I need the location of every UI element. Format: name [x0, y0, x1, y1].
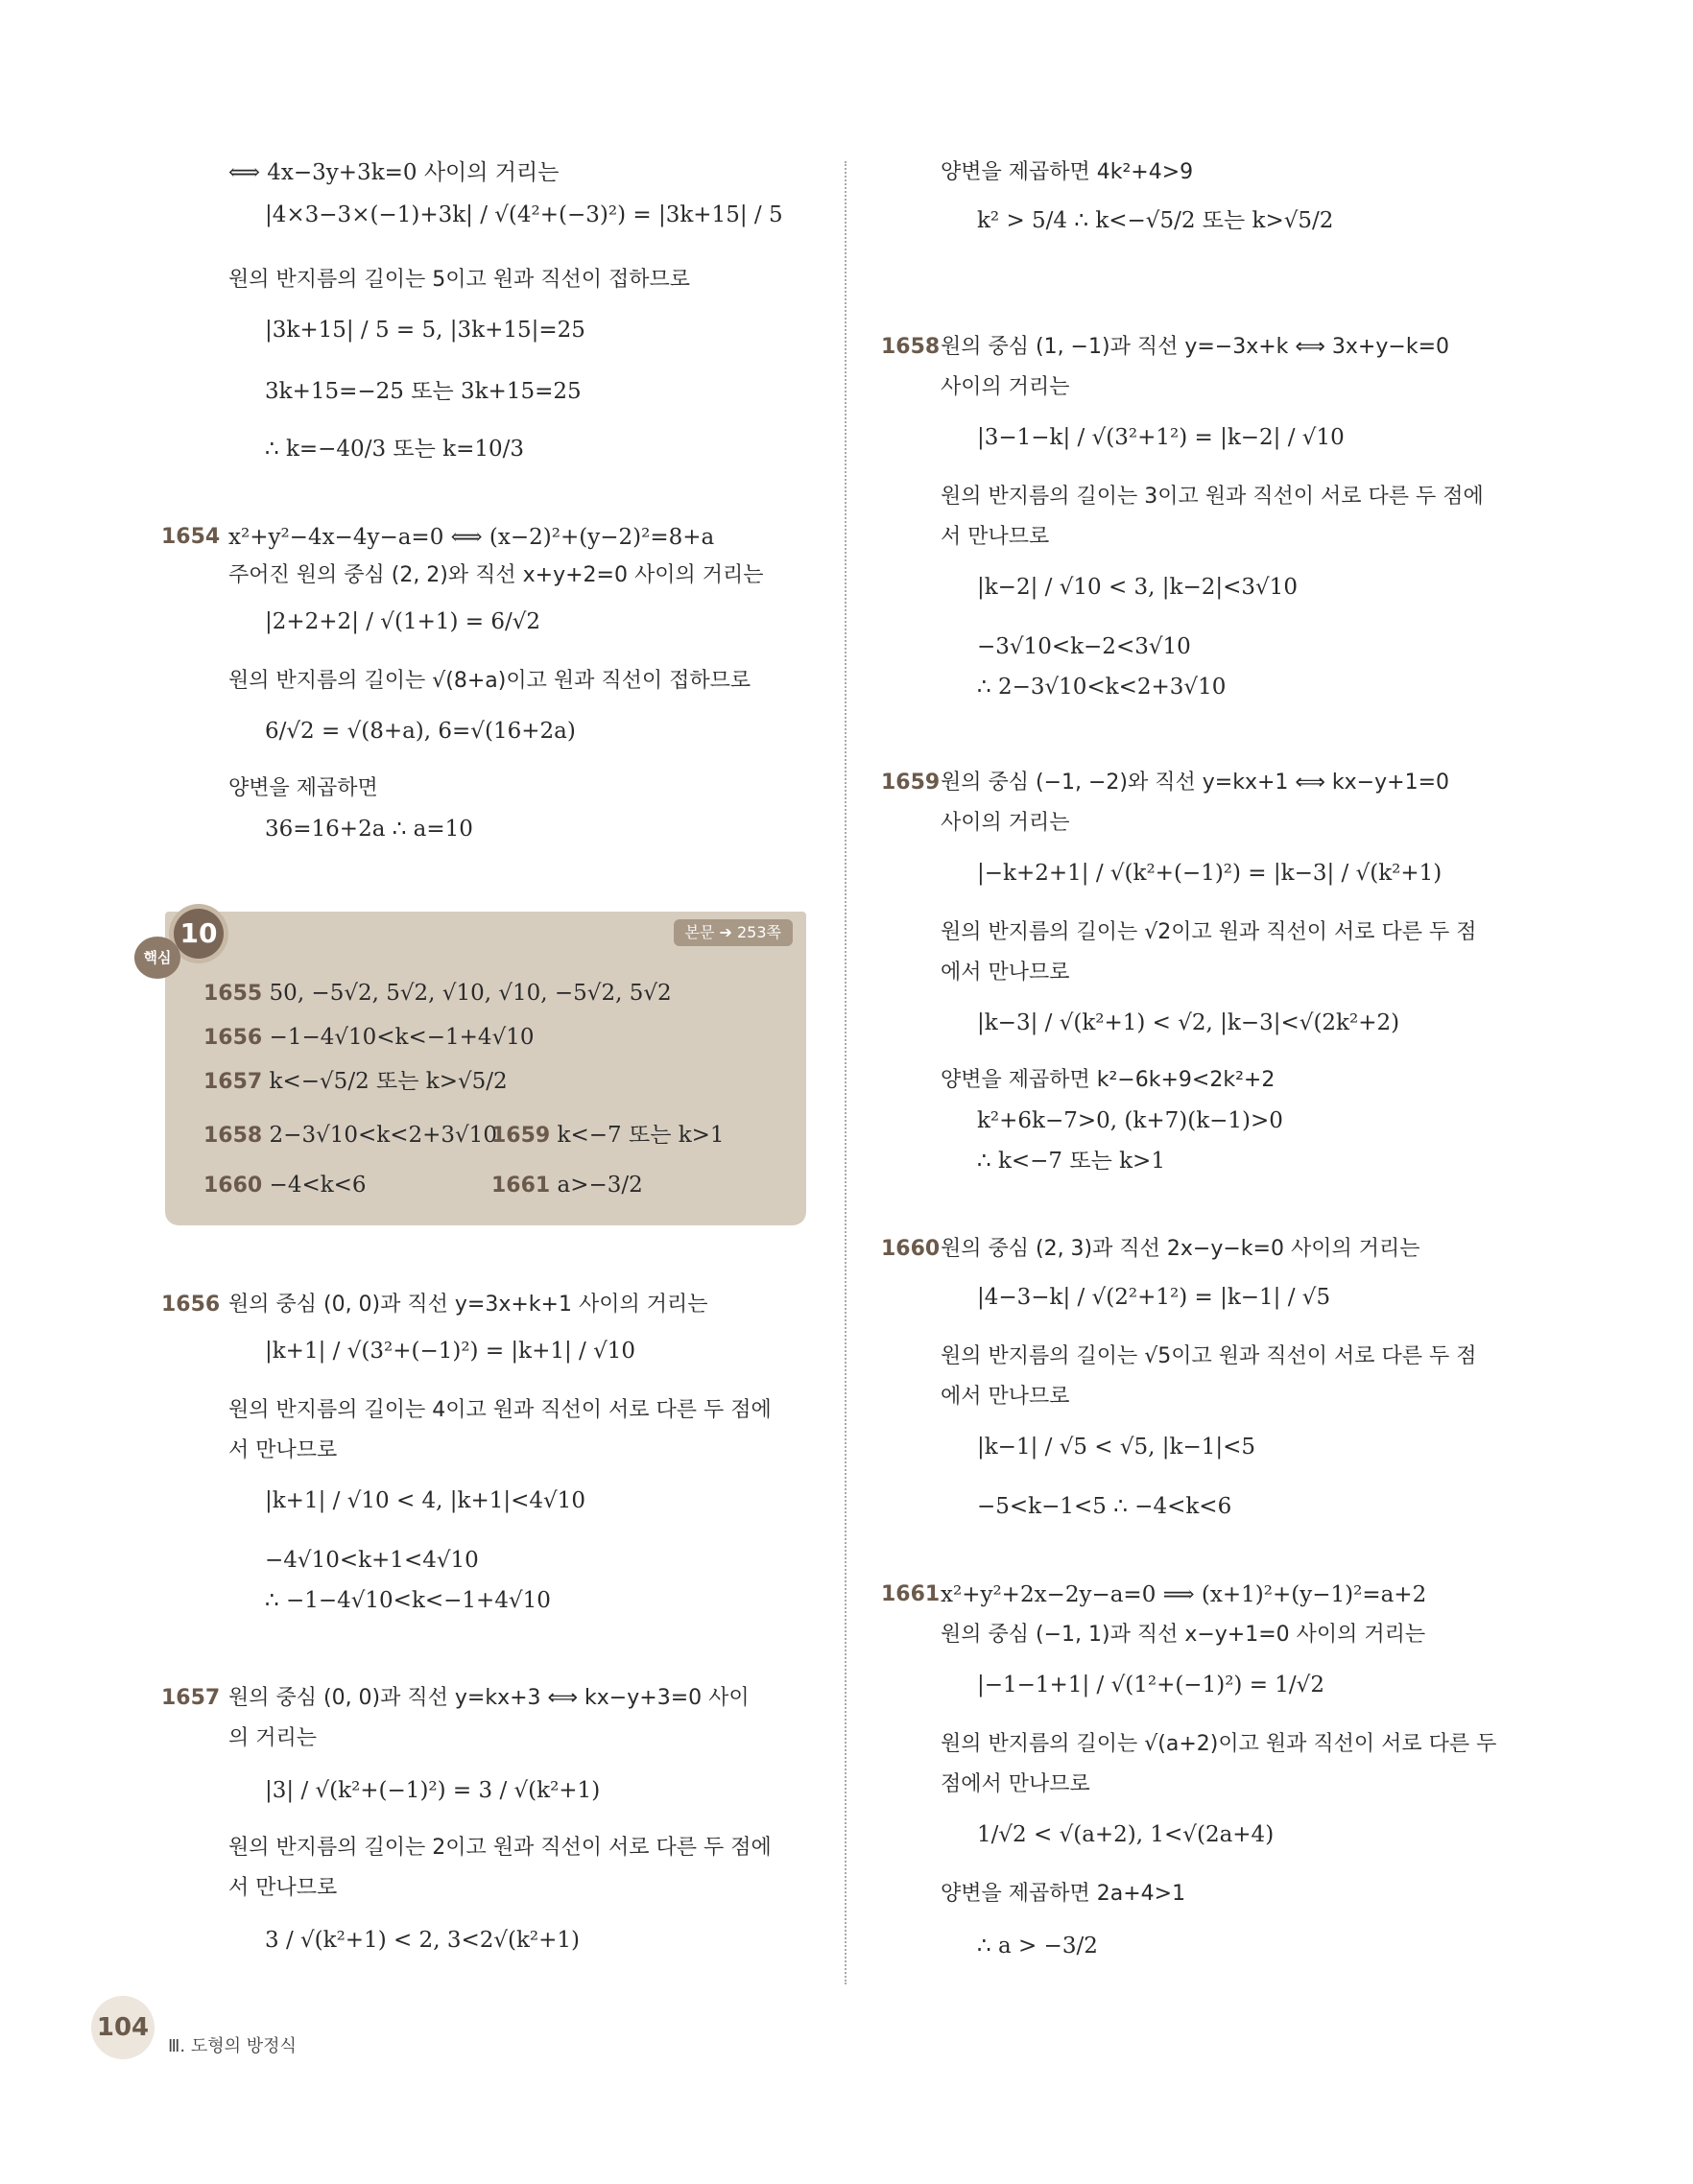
text-line: 원의 중심 (0, 0)과 직선 y=3x+k+1 사이의 거리는: [228, 1293, 708, 1317]
text-line: 원의 중심 (−1, −2)와 직선 y=kx+1 ⟺ kx−y+1=0: [941, 771, 1449, 795]
math-line: |k−1| / √5 < √5, |k−1|<5: [977, 1435, 1256, 1460]
math-line: 3k+15=−25 또는 3k+15=25: [265, 379, 582, 404]
text-line: 원의 반지름의 길이는 √(8+a)이고 원과 직선이 접하므로: [228, 669, 751, 693]
page-reference: 본문 ➔ 253쪽: [674, 919, 794, 946]
problem-number: 1658: [881, 335, 941, 359]
answer-item: 1661 a>−3/2: [491, 1173, 643, 1198]
math-line: k² > 5/4 ∴ k<−√5/2 또는 k>√5/2: [977, 208, 1334, 233]
math-line: x²+y²−4x−4y−a=0 ⟺ (x−2)²+(y−2)²=8+a: [228, 525, 715, 550]
text-line: 점에서 만나므로: [941, 1772, 1090, 1796]
text-line: 원의 반지름의 길이는 √2이고 원과 직선이 서로 다른 두 점: [941, 920, 1477, 944]
text-line: 원의 반지름의 길이는 4이고 원과 직선이 서로 다른 두 점에: [228, 1398, 772, 1422]
math-line: ∴ k<−7 또는 k>1: [977, 1149, 1165, 1174]
text-line: 원의 중심 (1, −1)과 직선 y=−3x+k ⟺ 3x+y−k=0: [941, 335, 1449, 359]
badge-label: 핵심: [134, 937, 180, 979]
math-line: |−1−1+1| / √(1²+(−1)²) = 1/√2: [977, 1673, 1324, 1697]
problem-number: 1654: [161, 525, 221, 549]
text-line: 서 만나므로: [228, 1876, 338, 1900]
math-line: |−k+2+1| / √(k²+(−1)²) = |k−3| / √(k²+1): [977, 861, 1443, 886]
column-divider: [845, 161, 846, 1984]
text-line: ⟺ 4x−3y+3k=0 사이의 거리는: [228, 160, 560, 185]
math-line: |k−3| / √(k²+1) < √2, |k−3|<√(2k²+2): [977, 1010, 1400, 1035]
problem-number: 1661: [881, 1582, 941, 1606]
answer-item: 1658 2−3√10<k<2+3√10: [203, 1123, 497, 1148]
math-line: −3√10<k−2<3√10: [977, 634, 1191, 659]
problem-number: 1659: [881, 771, 941, 795]
text-line: 원의 반지름의 길이는 5이고 원과 직선이 접하므로: [228, 268, 690, 292]
answer-box: [165, 912, 806, 1225]
problem-number: 1660: [881, 1237, 941, 1261]
text-line: 에서 만나므로: [941, 1385, 1070, 1409]
math-line: k²+6k−7>0, (k+7)(k−1)>0: [977, 1108, 1283, 1133]
answer-item: 1656 −1−4√10<k<−1+4√10: [203, 1025, 535, 1050]
text-line: 사이의 거리는: [941, 811, 1070, 835]
answer-item: 1659 k<−7 또는 k>1: [491, 1123, 725, 1148]
text-line: 양변을 제곱하면: [228, 776, 378, 800]
page-number: 104: [91, 1996, 155, 2059]
math-line: |3−1−k| / √(3²+1²) = |k−2| / √10: [977, 425, 1345, 450]
math-line: |3| / √(k²+(−1)²) = 3 / √(k²+1): [265, 1778, 601, 1803]
text-line: 서 만나므로: [228, 1438, 338, 1462]
text-line: 의 거리는: [228, 1726, 318, 1750]
text-line: 원의 중심 (−1, 1)과 직선 x−y+1=0 사이의 거리는: [941, 1623, 1426, 1647]
math-line: 6/√2 = √(8+a), 6=√(16+2a): [265, 719, 576, 744]
answer-item: 1655 50, −5√2, 5√2, √10, √10, −5√2, 5√2: [203, 981, 672, 1006]
problem-number: 1656: [161, 1293, 221, 1317]
text-line: 에서 만나므로: [941, 961, 1070, 985]
math-line: |3k+15| / 5 = 5, |3k+15|=25: [265, 318, 585, 343]
math-line: |k−2| / √10 < 3, |k−2|<3√10: [977, 575, 1298, 600]
math-line: 3 / √(k²+1) < 2, 3<2√(k²+1): [265, 1928, 581, 1953]
math-line: |k+1| / √10 < 4, |k+1|<4√10: [265, 1488, 585, 1513]
text-line: 사이의 거리는: [941, 375, 1070, 399]
math-line: |4−3−k| / √(2²+1²) = |k−1| / √5: [977, 1285, 1331, 1310]
math-line: |4×3−3×(−1)+3k| / √(4²+(−3)²) = |3k+15| / 5: [265, 202, 783, 227]
math-line: ∴ a > −3/2: [977, 1934, 1098, 1958]
math-line: −5<k−1<5 ∴ −4<k<6: [977, 1494, 1232, 1519]
math-line: |2+2+2| / √(1+1) = 6/√2: [265, 609, 541, 634]
math-line: 36=16+2a ∴ a=10: [265, 817, 473, 842]
text-line: 원의 반지름의 길이는 √(a+2)이고 원과 직선이 서로 다른 두: [941, 1732, 1497, 1756]
chapter-title: Ⅲ. 도형의 방정식: [168, 2036, 297, 2056]
text-line: 양변을 제곱하면 2a+4>1: [941, 1882, 1186, 1906]
text-line: 양변을 제곱하면 k²−6k+9<2k²+2: [941, 1068, 1276, 1092]
text-line: 주어진 원의 중심 (2, 2)와 직선 x+y+2=0 사이의 거리는: [228, 563, 764, 587]
math-line: ∴ k=−40/3 또는 k=10/3: [265, 437, 524, 462]
badge-number: 10: [174, 909, 224, 959]
text-line: 서 만나므로: [941, 525, 1050, 549]
math-line: −4√10<k+1<4√10: [265, 1548, 479, 1573]
text-line: 원의 반지름의 길이는 √5이고 원과 직선이 서로 다른 두 점: [941, 1344, 1477, 1368]
text-line: 원의 중심 (0, 0)과 직선 y=kx+3 ⟺ kx−y+3=0 사이: [228, 1686, 750, 1710]
text-line: 원의 반지름의 길이는 3이고 원과 직선이 서로 다른 두 점에: [941, 485, 1484, 509]
text-line: 원의 반지름의 길이는 2이고 원과 직선이 서로 다른 두 점에: [228, 1836, 772, 1860]
text-line: 양변을 제곱하면 4k²+4>9: [941, 160, 1194, 184]
problem-number: 1657: [161, 1686, 221, 1710]
math-line: x²+y²+2x−2y−a=0 ⟹ (x+1)²+(y−1)²=a+2: [941, 1582, 1427, 1607]
text-line: 원의 중심 (2, 3)과 직선 2x−y−k=0 사이의 거리는: [941, 1237, 1420, 1261]
answer-item: 1660 −4<k<6: [203, 1173, 367, 1198]
math-line: ∴ −1−4√10<k<−1+4√10: [265, 1588, 551, 1613]
answer-item: 1657 k<−√5/2 또는 k>√5/2: [203, 1069, 508, 1094]
math-line: |k+1| / √(3²+(−1)²) = |k+1| / √10: [265, 1339, 636, 1364]
math-line: 1/√2 < √(a+2), 1<√(2a+4): [977, 1822, 1275, 1847]
math-line: ∴ 2−3√10<k<2+3√10: [977, 675, 1227, 700]
